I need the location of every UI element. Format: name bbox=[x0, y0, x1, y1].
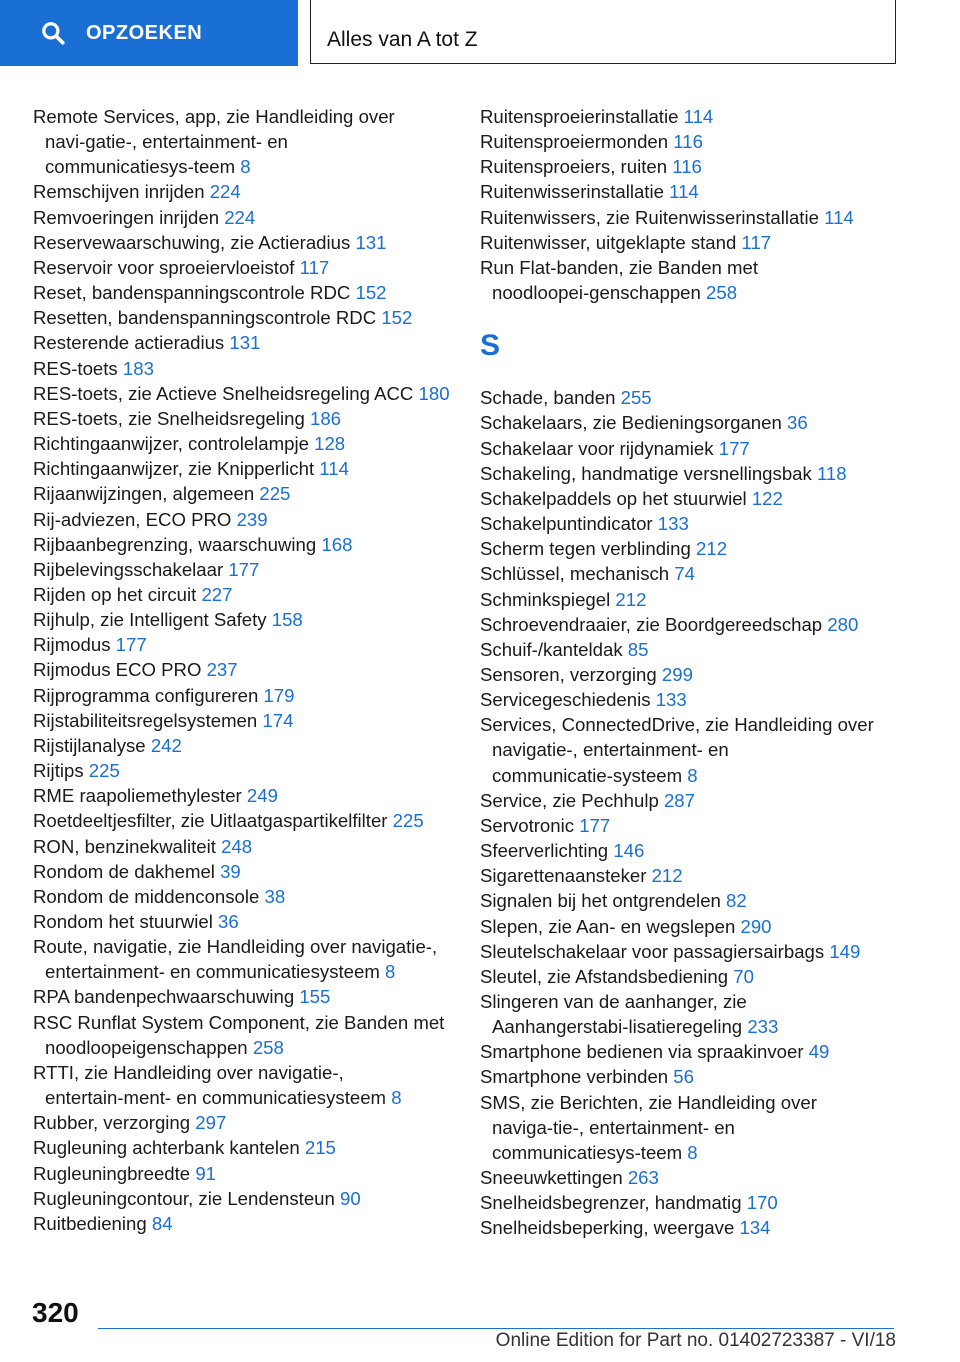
index-entry bbox=[33, 230, 453, 255]
index-entry-text: Snelheidsbeperking, weergave bbox=[480, 1217, 740, 1239]
index-entry-page-link[interactable]: 149 bbox=[829, 940, 861, 962]
index-entry-page-link[interactable]: 212 bbox=[651, 865, 683, 887]
index-entry-page-link[interactable]: 263 bbox=[627, 1167, 659, 1189]
index-entry bbox=[33, 1186, 453, 1211]
index-entry bbox=[480, 1064, 900, 1089]
index-entry-page-link[interactable]: 237 bbox=[206, 659, 238, 681]
index-entry-text: Ruitensproeierinstallatie bbox=[480, 106, 684, 127]
index-entry-page-link[interactable]: 133 bbox=[655, 689, 687, 711]
index-entry-page-link[interactable]: 180 bbox=[418, 382, 450, 404]
index-entry bbox=[480, 964, 900, 989]
index-entry-text: Richtingaanwijzer, controlelampje bbox=[33, 433, 315, 455]
index-entry-page-link[interactable]: 70 bbox=[733, 965, 754, 987]
index-entry-page-link[interactable]: 118 bbox=[816, 462, 847, 484]
index-entry bbox=[480, 1165, 900, 1190]
index-entry-page-link[interactable]: 128 bbox=[314, 433, 346, 455]
index-entry-page-link[interactable]: 36 bbox=[787, 412, 808, 434]
index-entry-text: Slepen, zie Aan- en wegslepen bbox=[480, 915, 741, 937]
index-entry bbox=[33, 406, 453, 431]
index-entry-text: Run Flat-banden, zie Banden met noodloopei‑genschappen bbox=[480, 256, 759, 304]
index-entry-page-link[interactable]: 84 bbox=[151, 1212, 173, 1234]
section-letter: S bbox=[480, 329, 501, 363]
index-entry bbox=[480, 1190, 900, 1215]
index-entry bbox=[33, 733, 453, 758]
index-entry bbox=[480, 989, 900, 1039]
index-group-r bbox=[480, 104, 900, 305]
index-entry-text: RES-toets, zie Snelheidsregeling bbox=[33, 407, 310, 429]
index-entry-text: Rijtips bbox=[33, 760, 89, 782]
header bbox=[0, 0, 960, 66]
footer-edition: Online Edition for Part no. 01402723387 - VI/18 bbox=[495, 1330, 896, 1351]
index-entry bbox=[480, 486, 900, 511]
index-entry bbox=[480, 788, 900, 813]
index-entry-page-link[interactable]: 224 bbox=[209, 181, 241, 203]
index-entry-text: Schroevendraaier, zie Boordgereedschap bbox=[480, 613, 828, 635]
search-button-label: OPZOEKEN bbox=[86, 21, 203, 44]
index-entry-page-link[interactable]: 177 bbox=[718, 437, 750, 459]
index-entry bbox=[33, 984, 453, 1009]
index-entry-text: Smartphone bedienen via spraakinvoer bbox=[480, 1041, 809, 1063]
index-entry-text: Service, zie Pechhulp bbox=[480, 789, 664, 811]
index-entry bbox=[480, 712, 900, 787]
index-entry bbox=[480, 561, 900, 586]
index-entry-page-link[interactable]: 122 bbox=[751, 487, 783, 509]
index-entry-text: Remvoeringen inrijden bbox=[33, 206, 225, 228]
index-entry-page-link[interactable]: 233 bbox=[747, 1016, 779, 1038]
index-entry-page-link[interactable]: 134 bbox=[739, 1217, 771, 1239]
index-entry bbox=[480, 205, 900, 230]
index-entry-page-link[interactable]: 215 bbox=[304, 1137, 336, 1159]
index-entry bbox=[33, 456, 453, 481]
index-entry bbox=[480, 687, 900, 712]
index-entry bbox=[480, 637, 900, 662]
index-entry bbox=[33, 1211, 453, 1236]
search-icon bbox=[40, 20, 66, 46]
index-entry bbox=[33, 934, 453, 984]
index-entry-page-link[interactable]: 8 bbox=[687, 1141, 698, 1163]
index-entry-text: Rubber, verzorging bbox=[33, 1112, 196, 1134]
index-entry-page-link[interactable]: 74 bbox=[674, 563, 695, 585]
index-entry bbox=[33, 582, 453, 607]
index-entry-text: Snelheidsbegrenzer, handmatig bbox=[480, 1192, 747, 1214]
index-entry-text: Rijhulp, zie Intelligent Safety bbox=[33, 609, 272, 631]
index-entry bbox=[33, 104, 453, 179]
search-button[interactable] bbox=[0, 0, 298, 66]
index-entry-page-link[interactable]: 179 bbox=[263, 684, 295, 706]
index-entry-text: Ruitensproeiers, ruiten bbox=[480, 156, 673, 178]
index-entry-page-link[interactable]: 117 bbox=[299, 256, 330, 278]
index-entry-page-link[interactable]: 8 bbox=[391, 1087, 402, 1109]
index-entry bbox=[480, 813, 900, 838]
index-entry-page-link[interactable]: 255 bbox=[620, 387, 652, 409]
index-entry-page-link[interactable]: 116 bbox=[672, 156, 702, 178]
index-entry-page-link[interactable]: 152 bbox=[381, 307, 413, 329]
index-entry-text: Rij-adviezen, ECO PRO bbox=[33, 508, 237, 530]
index-entry-page-link[interactable]: 133 bbox=[657, 513, 689, 535]
index-entry bbox=[33, 507, 453, 532]
page-number: 320 bbox=[32, 1297, 79, 1328]
index-column-left bbox=[33, 104, 453, 1236]
index-entry bbox=[480, 1090, 900, 1165]
index-entry-page-link[interactable]: 299 bbox=[661, 663, 693, 685]
index-entry-page-link[interactable]: 287 bbox=[663, 789, 695, 811]
index-entry-text: Rijmodus bbox=[33, 634, 116, 656]
index-entry-page-link[interactable]: 239 bbox=[236, 508, 268, 530]
index-entry-text: Remschijven inrijden bbox=[33, 181, 210, 203]
index-entry-text: Sensoren, verzorging bbox=[480, 663, 662, 685]
index-entry bbox=[480, 1039, 900, 1064]
index-entry-page-link[interactable]: 116 bbox=[673, 131, 703, 153]
index-entry bbox=[480, 863, 900, 888]
index-entry-text: Signalen bij het ontgrendelen bbox=[480, 890, 727, 912]
index-entry-text: RON, benzinekwaliteit bbox=[33, 835, 222, 857]
index-entry-page-link[interactable]: 131 bbox=[229, 332, 261, 354]
index-entry bbox=[480, 154, 900, 179]
index-entry-page-link[interactable]: 225 bbox=[392, 810, 424, 832]
index-entry-text: Schakelaars, zie Bedieningsorganen bbox=[480, 412, 787, 434]
index-entry bbox=[33, 708, 453, 733]
index-entry-text: RTTI, zie Handleiding over navigatie-, entertain‑ment- en communicatiesysteem bbox=[33, 1061, 392, 1109]
index-entry-text: Rugleuning achterbank kantelen bbox=[33, 1137, 305, 1159]
index-entry bbox=[33, 783, 453, 808]
index-entry-text: Schminkspiegel bbox=[480, 588, 616, 610]
index-entry-text: Ruitbediening bbox=[33, 1212, 152, 1234]
index-entry-text: Rijaanwijzingen, algemeen bbox=[33, 483, 260, 505]
index-entry bbox=[33, 657, 453, 682]
index-entry bbox=[480, 230, 900, 255]
index-entry-page-link[interactable]: 174 bbox=[262, 709, 294, 731]
index-entry bbox=[480, 1215, 900, 1240]
index-entry-text: Rijden op het circuit bbox=[33, 583, 202, 605]
index-entry bbox=[33, 280, 453, 305]
index-entry-text: RPA bandenpechwaarschuwing bbox=[33, 986, 300, 1008]
index-entry-text: Rijbaanbegrenzing, waarschuwing bbox=[33, 533, 322, 555]
index-entry bbox=[480, 838, 900, 863]
index-entry-text: Smartphone verbinden bbox=[480, 1066, 674, 1088]
index-entry bbox=[480, 536, 900, 561]
index-entry bbox=[33, 683, 453, 708]
index-entry-text: Schakelaar voor rijdynamiek bbox=[480, 437, 719, 459]
index-entry-text: Resetten, bandenspanningscontrole RDC bbox=[33, 307, 382, 329]
index-entry-text: Reset, bandenspanningscontrole RDC bbox=[33, 282, 356, 304]
index-entry-text: Roetdeeltjesfilter, zie Uitlaatgaspartikelfilter bbox=[33, 810, 393, 832]
index-entry bbox=[33, 305, 453, 330]
index-entry bbox=[480, 255, 900, 305]
index-entry-page-link[interactable]: 297 bbox=[195, 1112, 227, 1134]
index-entry-text: Sfeerverlichting bbox=[480, 840, 614, 862]
index-entry-page-link[interactable]: 170 bbox=[746, 1192, 778, 1214]
index-entry bbox=[33, 758, 453, 783]
index-entry-text: Richtingaanwijzer, zie Knipperlicht bbox=[33, 458, 320, 480]
index-entry-text: RSC Runflat System Component, zie Banden met noodloopeigenschappen bbox=[33, 1011, 445, 1058]
index-entry-text: Rijmodus ECO PRO bbox=[33, 659, 207, 681]
index-entry-page-link[interactable]: 212 bbox=[615, 588, 647, 610]
index-entry-page-link[interactable]: 152 bbox=[355, 282, 387, 304]
index-entry-text: Schlüssel, mechanisch bbox=[480, 563, 675, 585]
index-entry bbox=[33, 1060, 453, 1110]
index-entry bbox=[33, 381, 453, 406]
index-entry-page-link[interactable]: 8 bbox=[385, 961, 396, 983]
index-entry-text: Reservoir voor sproeiervloeistof bbox=[33, 256, 300, 278]
index-entry-text: Ruitenwissers, zie Ruitenwisserinstallatie bbox=[480, 206, 825, 228]
index-entry bbox=[480, 179, 900, 204]
index-entry-text: Sleutelschakelaar voor passagiersairbags bbox=[480, 940, 830, 962]
index-entry bbox=[33, 557, 453, 582]
index-entry bbox=[480, 888, 900, 913]
index-entry-text: Schakelpaddels op het stuurwiel bbox=[480, 487, 752, 509]
index-entry-page-link[interactable]: 225 bbox=[88, 760, 120, 782]
index-entry bbox=[33, 859, 453, 884]
index-entry-text: Rugleuningbreedte bbox=[33, 1162, 196, 1184]
index-entry-page-link[interactable]: 85 bbox=[627, 638, 649, 660]
index-entry-text: Schade, banden bbox=[480, 387, 621, 409]
index-entry bbox=[480, 612, 900, 637]
index-entry bbox=[480, 914, 900, 939]
index-entry-text: Ruitenwisserinstallatie bbox=[480, 181, 670, 203]
index-entry-text: Ruitenwisser, uitgeklapte stand bbox=[480, 231, 742, 253]
index-entry bbox=[33, 330, 453, 355]
index-entry-text: Schakeling, handmatige versnellingsbak bbox=[480, 462, 817, 484]
index-entry-text: Servicegeschiedenis bbox=[480, 689, 656, 711]
index-entry bbox=[480, 511, 900, 536]
index-entry bbox=[480, 461, 900, 486]
index-entry bbox=[33, 532, 453, 557]
index-entry-page-link[interactable]: 8 bbox=[240, 156, 251, 178]
index-entry-page-link[interactable]: 249 bbox=[246, 785, 278, 807]
index-entry-page-link[interactable]: 114 bbox=[683, 106, 714, 127]
index-entry-page-link[interactable]: 131 bbox=[355, 231, 387, 253]
index-entry-page-link[interactable]: 177 bbox=[228, 558, 260, 580]
index-entry-text: Rondom het stuurwiel bbox=[33, 911, 218, 932]
index-entry-text: Scherm tegen verblinding bbox=[480, 538, 697, 560]
index-entry bbox=[480, 436, 900, 461]
index-entry-page-link[interactable]: 258 bbox=[252, 1036, 284, 1058]
index-entry-text: Ruitensproeiermonden bbox=[480, 131, 674, 153]
index-entry bbox=[33, 179, 453, 204]
index-entry bbox=[480, 104, 900, 129]
index-entry-page-link[interactable]: 114 bbox=[669, 181, 699, 203]
index-entry-text: Rijbelevingsschakelaar bbox=[33, 558, 229, 580]
index-entry-text: SMS, zie Berichten, zie Handleiding over naviga‑tie-, entertainment- en communicatiesys‑teem bbox=[480, 1091, 817, 1163]
index-entry-text: Rugleuningcontour, zie Lendensteun bbox=[33, 1187, 341, 1209]
index-entry-page-link[interactable]: 242 bbox=[150, 734, 182, 756]
index-entry-page-link[interactable]: 155 bbox=[299, 986, 331, 1008]
index-entry bbox=[33, 607, 453, 632]
index-entry bbox=[480, 129, 900, 154]
index-entry-page-link[interactable]: 56 bbox=[673, 1066, 694, 1088]
index-entry-page-link[interactable]: 114 bbox=[319, 458, 349, 480]
index-entry-text: Rijstabiliteitsregelsystemen bbox=[33, 709, 263, 731]
index-entry-page-link[interactable]: 8 bbox=[687, 764, 698, 786]
index-entry-page-link[interactable]: 38 bbox=[264, 885, 286, 907]
index-entry-page-link[interactable]: 177 bbox=[579, 814, 611, 836]
index-entry-text: RES-toets, zie Actieve Snelheidsregeling ACC bbox=[33, 382, 419, 404]
index-entry-text: Servotronic bbox=[480, 814, 580, 836]
index-entry-page-link[interactable]: 39 bbox=[220, 860, 241, 882]
index-entry-text: RME raapoliemethylester bbox=[33, 785, 247, 807]
index-entry bbox=[480, 587, 900, 612]
index-entry-page-link[interactable]: 290 bbox=[740, 915, 772, 937]
index-entry-page-link[interactable]: 212 bbox=[696, 538, 728, 560]
index-entry-text: Sleutel, zie Afstandsbediening bbox=[480, 965, 734, 987]
index-entry-text: Rijstijlanalyse bbox=[33, 734, 151, 756]
index-entry bbox=[33, 205, 453, 230]
index-entry-page-link[interactable]: 248 bbox=[221, 835, 253, 857]
index-entry-text: Route, navigatie, zie Handleiding over navigatie-, entertainment- en communicatiesysteem bbox=[33, 936, 438, 983]
index-entry-page-link[interactable]: 186 bbox=[310, 407, 342, 429]
index-entry bbox=[33, 431, 453, 456]
index-entry-page-link[interactable]: 36 bbox=[218, 911, 239, 932]
index-entry-text: RES-toets bbox=[33, 357, 123, 379]
index-group-s bbox=[480, 385, 900, 1240]
index-entry-page-link[interactable]: 117 bbox=[741, 231, 772, 253]
index-entry-page-link[interactable]: 168 bbox=[321, 533, 353, 555]
index-entry bbox=[480, 662, 900, 687]
index-entry-page-link[interactable]: 227 bbox=[201, 583, 233, 605]
index-entry-text: Rijprogramma configureren bbox=[33, 684, 264, 706]
index-entry-text: Services, ConnectedDrive, zie Handleiding over navigatie-, entertainment- en communicatie‑systeem bbox=[480, 714, 874, 786]
index-entry bbox=[33, 834, 453, 859]
page-title: Alles van A tot Z bbox=[310, 0, 896, 64]
index-entry-page-link[interactable]: 82 bbox=[726, 890, 747, 912]
index-entry-page-link[interactable]: 114 bbox=[824, 206, 854, 228]
index-entry-page-link[interactable]: 49 bbox=[808, 1041, 830, 1063]
index-entry-text: Sigarettenaansteker bbox=[480, 865, 652, 887]
index-entry bbox=[33, 884, 453, 909]
index-entry bbox=[33, 1010, 453, 1060]
index-entry bbox=[33, 255, 453, 280]
index-entry-text: Reservewaarschuwing, zie Actieradius bbox=[33, 231, 356, 253]
index-entry-page-link[interactable]: 91 bbox=[195, 1162, 216, 1184]
index-entry bbox=[33, 1110, 453, 1135]
index-entry bbox=[33, 1161, 453, 1186]
footer-divider bbox=[98, 1328, 894, 1329]
index-entry-page-link[interactable]: 258 bbox=[706, 282, 738, 304]
index-entry bbox=[33, 356, 453, 381]
index-column-right bbox=[480, 104, 900, 1241]
index-entry bbox=[480, 410, 900, 435]
index-entry bbox=[33, 481, 453, 506]
index-entry-page-link[interactable]: 177 bbox=[115, 634, 147, 656]
index-entry-text: Schakelpuntindicator bbox=[480, 513, 658, 535]
index-entry bbox=[33, 808, 453, 833]
index-entry-page-link[interactable]: 183 bbox=[122, 357, 154, 379]
index-entry bbox=[480, 385, 900, 410]
index-entry-text: Remote Services, app, zie Handleiding over navi‑gatie‑, entertainment‑ en communicatiesys‑teem bbox=[33, 106, 395, 178]
index-entry bbox=[33, 632, 453, 657]
index-entry-text: Sneeuwkettingen bbox=[480, 1167, 628, 1189]
index-entry-page-link[interactable]: 158 bbox=[271, 609, 303, 631]
index-entry bbox=[33, 909, 453, 934]
index-entry-page-link[interactable]: 225 bbox=[259, 483, 291, 505]
index-entry-text: Resterende actieradius bbox=[33, 332, 230, 354]
index-entry-text: Rondom de middenconsole bbox=[33, 885, 265, 907]
index-entry-text: Rondom de dakhemel bbox=[33, 860, 221, 882]
index-entry-text: Slingeren van de aanhanger, zie Aanhangerstabi‑lisatieregeling bbox=[480, 991, 748, 1038]
index-entry bbox=[33, 1135, 453, 1160]
index-entry-text: Schuif-/kanteldak bbox=[480, 638, 628, 660]
index-entry bbox=[480, 939, 900, 964]
index-entry-page-link[interactable]: 280 bbox=[827, 613, 859, 635]
index-entry-page-link[interactable]: 224 bbox=[224, 206, 256, 228]
index-entry-page-link[interactable]: 90 bbox=[340, 1187, 361, 1209]
index-entry-page-link[interactable]: 146 bbox=[613, 840, 645, 862]
